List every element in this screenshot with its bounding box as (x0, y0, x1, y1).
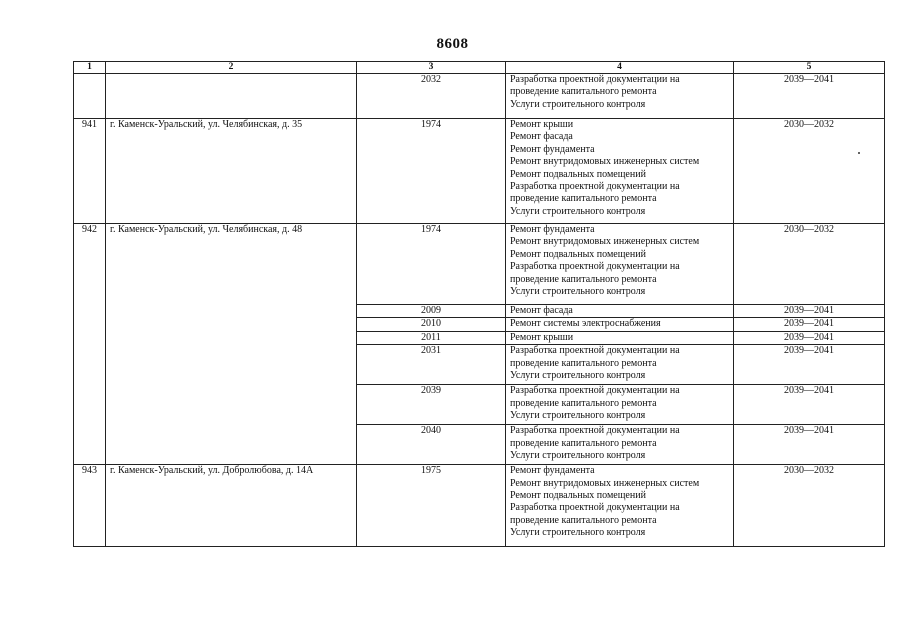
work-item: Услуги строительного контроля (510, 205, 646, 217)
work-item: Ремонт крыши (510, 119, 574, 130)
year-cell: 1975 (357, 465, 506, 547)
works-cell (506, 119, 734, 224)
header-col-5: 5 (734, 62, 885, 74)
period-cell: 2039—2041 (734, 331, 885, 344)
header-row (74, 62, 885, 74)
works-cell (506, 331, 734, 344)
row-number: 943 (74, 465, 106, 547)
work-item: Услуги строительного контроля (510, 370, 646, 382)
work-item: проведение капитального ремонта (510, 273, 657, 285)
work-item: Услуги строительного контроля (510, 286, 646, 298)
work-item: Разработка проектной документации на (510, 502, 680, 514)
period-cell: 2039—2041 (734, 345, 885, 385)
work-item: Разработка проектной документации на (510, 74, 680, 85)
table-row (74, 224, 885, 305)
work-item: проведение капитального ремонта (510, 514, 657, 526)
period-cell: 2039—2041 (734, 425, 885, 465)
work-item: Ремонт фасада (510, 131, 573, 143)
period-cell: 2030—2032 (734, 465, 885, 547)
header-col-3: 3 (357, 62, 506, 74)
work-item: Разработка проектной документации на (510, 425, 680, 437)
row-number (74, 74, 106, 119)
works-cell (506, 224, 734, 305)
work-item: проведение капитального ремонта (510, 397, 657, 409)
work-item: Услуги строительного контроля (510, 450, 646, 462)
work-item: проведение капитального ремонта (510, 86, 657, 98)
works-cell (506, 465, 734, 547)
works-cell (506, 425, 734, 465)
header-col-1: 1 (74, 62, 106, 74)
work-item: Ремонт крыши (510, 331, 574, 343)
address-cell: г. Каменск-Уральский, ул. Челябинская, д. 35 (106, 119, 357, 224)
work-item: Ремонт внутридомовых инженерных систем (510, 156, 700, 168)
works-cell (506, 385, 734, 425)
year-cell: 2032 (357, 74, 506, 119)
works-cell (506, 318, 734, 331)
work-item: Разработка проектной документации на (510, 181, 680, 193)
year-cell: 2040 (357, 425, 506, 465)
work-item: Ремонт фундамента (510, 465, 595, 477)
address-cell: г. Каменск-Уральский, ул. Челябинская, д. 48 (106, 224, 357, 465)
scan-speck (858, 152, 860, 154)
work-item: Ремонт фундамента (510, 224, 595, 235)
header-col-4: 4 (506, 62, 734, 74)
work-item: Разработка проектной документации на (510, 385, 680, 397)
period-cell: 2039—2041 (734, 305, 885, 318)
works-cell (506, 74, 734, 119)
row-number: 942 (74, 224, 106, 465)
work-item: проведение капитального ремонта (510, 437, 657, 449)
header-col-2: 2 (106, 62, 357, 74)
address-cell: г. Каменск-Уральский, ул. Добролюбова, д. 14А (106, 465, 357, 547)
work-item: Ремонт внутридомовых инженерных систем (510, 236, 700, 248)
period-cell: 2039—2041 (734, 74, 885, 119)
work-item: Ремонт фундамента (510, 143, 595, 155)
year-cell: 1974 (357, 224, 506, 305)
year-cell: 2039 (357, 385, 506, 425)
works-cell (506, 345, 734, 385)
period-cell: 2030—2032 (734, 224, 885, 305)
table-body (74, 74, 885, 547)
row-number: 941 (74, 119, 106, 224)
work-item: Ремонт подвальных помещений (510, 168, 646, 180)
table-row (74, 119, 885, 224)
work-item: Ремонт внутридомовых инженерных систем (510, 477, 700, 489)
table-row (74, 74, 885, 119)
year-cell: 2031 (357, 345, 506, 385)
table-row (74, 465, 885, 547)
work-item: проведение капитального ремонта (510, 357, 657, 369)
work-item: Разработка проектной документации на (510, 261, 680, 273)
period-cell: 2030—2032 (734, 119, 885, 224)
period-cell: 2039—2041 (734, 385, 885, 425)
work-item: Ремонт подвальных помещений (510, 248, 646, 260)
work-item: Ремонт фасада (510, 305, 573, 316)
year-cell: 1974 (357, 119, 506, 224)
work-item: Ремонт системы электроснабжения (510, 318, 661, 330)
page-number: 8608 (436, 36, 469, 52)
work-item: Ремонт подвальных помещений (510, 490, 646, 502)
work-item: Услуги строительного контроля (510, 98, 646, 110)
work-item: проведение капитального ремонта (510, 193, 657, 205)
year-cell: 2009 (357, 305, 506, 318)
period-cell: 2039—2041 (734, 318, 885, 331)
year-cell: 2010 (357, 318, 506, 331)
works-cell (506, 305, 734, 318)
work-item: Разработка проектной документации на (510, 345, 680, 357)
work-item: Услуги строительного контроля (510, 410, 646, 422)
work-item: Услуги строительного контроля (510, 527, 646, 539)
year-cell: 2011 (357, 331, 506, 344)
capital-repair-table (73, 61, 885, 547)
address-cell (106, 74, 357, 119)
